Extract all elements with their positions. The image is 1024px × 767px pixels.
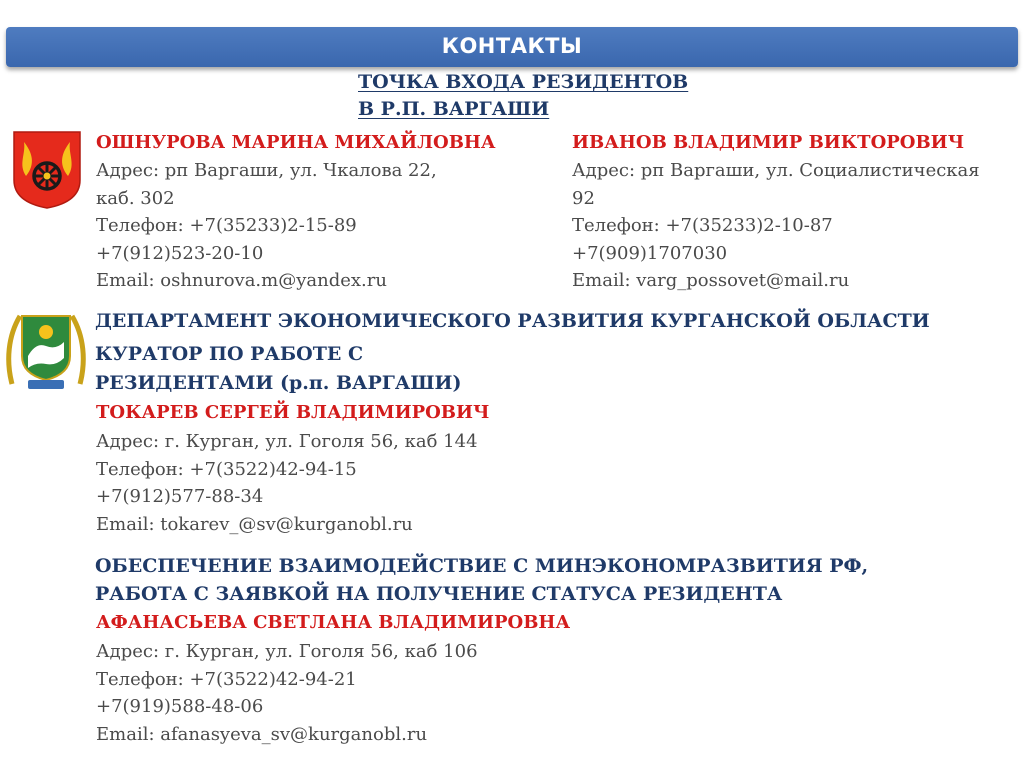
contact-left-email: Email: oshnurova.m@yandex.ru — [96, 270, 387, 291]
contact-support-phone: Телефон: +7(3522)42-94-21 — [96, 668, 357, 690]
curator-heading-line2: РЕЗИДЕНТАМИ (р.п. ВАРГАШИ) — [95, 372, 462, 394]
contact-right-details — [572, 157, 980, 295]
contact-right-name: ИВАНОВ ВЛАДИМИР ВИКТОРОВИЧ — [572, 132, 965, 153]
contact-curator-details — [96, 428, 478, 538]
contact-curator-email: Email: tokarev_@sv@kurganobl.ru — [96, 513, 413, 535]
header-bar — [6, 27, 1018, 67]
page-title: КОНТАКТЫ — [441, 34, 583, 58]
contact-support-email: Email: afanasyeva_sv@kurganobl.ru — [96, 723, 428, 745]
contact-right-address-line1: Адрес: рп Варгаши, ул. Социалистическая — [572, 160, 980, 181]
department-title: ДЕПАРТАМЕНТ ЭКОНОМИЧЕСКОГО РАЗВИТИЯ КУРГАНСКОЙ ОБЛАСТИ — [95, 310, 930, 332]
contact-curator-phone: Телефон: +7(3522)42-94-15 — [96, 458, 357, 480]
entry-point-heading-line1: ТОЧКА ВХОДА РЕЗИДЕНТОВ — [358, 71, 689, 93]
contact-support-address: Адрес: г. Курган, ул. Гоголя 56, каб 106 — [96, 641, 478, 662]
contact-support-name: АФАНАСЬЕВА СВЕТЛАНА ВЛАДИМИРОВНА — [96, 612, 571, 633]
contact-curator-mobile: +7(912)577-88-34 — [96, 486, 264, 507]
contact-right-mobile: +7(909)1707030 — [572, 242, 728, 264]
support-heading-line2: РАБОТА С ЗАЯВКОЙ НА ПОЛУЧЕНИЕ СТАТУСА РЕЗИДЕНТА — [95, 583, 783, 605]
contact-left-mobile: +7(912)523-20-10 — [96, 242, 264, 264]
contact-support-details — [96, 638, 478, 748]
entry-point-heading-line2: В Р.П. ВАРГАШИ — [358, 98, 550, 120]
contact-right-email: Email: varg_possovet@mail.ru — [572, 270, 850, 291]
contact-left-phone: Телефон: +7(35233)2-15-89 — [96, 215, 357, 236]
contact-right-address-line2: 92 — [572, 187, 595, 209]
contact-left-details — [96, 157, 437, 295]
curator-heading-line1: КУРАТОР ПО РАБОТЕ С — [95, 343, 364, 365]
contact-left-address-line2: каб. 302 — [96, 187, 175, 209]
support-heading-line1: ОБЕСПЕЧЕНИЕ ВЗАИМОДЕЙСТВИЕ С МИНЭКОНОМРАЗВИТИЯ РФ, — [95, 555, 869, 577]
contact-curator-name: ТОКАРЕВ СЕРГЕЙ ВЛАДИМИРОВИЧ — [96, 402, 490, 423]
contact-left-name: ОШНУРОВА МАРИНА МИХАЙЛОВНА — [96, 132, 496, 153]
contact-curator-address: Адрес: г. Курган, ул. Гоголя 56, каб 144 — [96, 431, 478, 452]
kurgan-oblast-coat-of-arms-icon — [6, 306, 86, 392]
vargashi-coat-of-arms-icon — [12, 130, 82, 210]
contact-right-phone: Телефон: +7(35233)2-10-87 — [572, 215, 833, 236]
contact-support-mobile: +7(919)588-48-06 — [96, 696, 264, 717]
contact-left-address-line1: Адрес: рп Варгаши, ул. Чкалова 22, — [96, 160, 437, 181]
